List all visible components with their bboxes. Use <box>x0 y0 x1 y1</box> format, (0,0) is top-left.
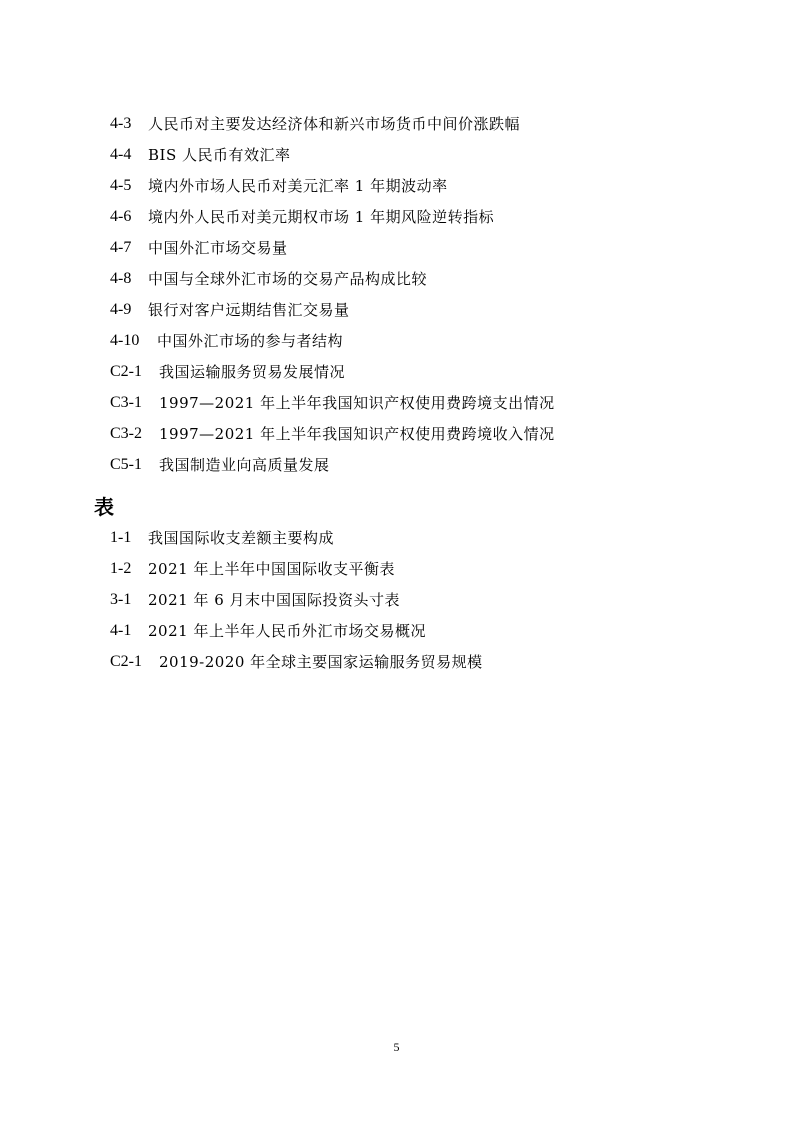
table-title: 2019-2020 年全球主要国家运输服务贸易规模 <box>159 653 483 671</box>
list-item <box>110 452 555 483</box>
page-number: 5 <box>393 1040 400 1054</box>
figure-title: 1997—2021 年上半年我国知识产权使用费跨境支出情况 <box>159 394 555 412</box>
figure-title: 境内外人民币对美元期权市场 1 年期风险逆转指标 <box>148 208 495 226</box>
table-number: C2-1 <box>110 653 142 670</box>
list-item <box>110 587 483 618</box>
figure-title: 中国与全球外汇市场的交易产品构成比较 <box>148 270 428 288</box>
figure-number: 4-10 <box>110 332 140 349</box>
list-item <box>110 173 555 204</box>
table-title: 2021 年上半年人民币外汇市场交易概况 <box>148 622 426 640</box>
figure-number: 4-7 <box>110 239 132 256</box>
table-number: 1-2 <box>110 560 132 577</box>
list-item <box>110 618 483 649</box>
figure-number: 4-5 <box>110 177 132 194</box>
figure-number: C3-2 <box>110 425 142 442</box>
list-item <box>110 556 483 587</box>
table-number: 4-1 <box>110 622 132 639</box>
tables-section-heading: 表 <box>94 495 114 519</box>
list-item <box>110 266 555 297</box>
list-item <box>110 390 555 421</box>
list-item <box>110 204 555 235</box>
list-item <box>110 235 555 266</box>
figure-title: BIS 人民币有效汇率 <box>148 146 291 164</box>
table-number: 1-1 <box>110 529 132 546</box>
figure-number: C2-1 <box>110 363 142 380</box>
figure-number: 4-6 <box>110 208 132 225</box>
figure-title: 银行对客户远期结售汇交易量 <box>148 301 350 319</box>
figure-title: 中国外汇市场交易量 <box>148 239 288 257</box>
table-title: 2021 年 6 月末中国国际投资头寸表 <box>148 591 401 609</box>
list-item <box>110 297 555 328</box>
figure-number: C3-1 <box>110 394 142 411</box>
figure-number: 4-9 <box>110 301 132 318</box>
figure-title: 境内外市场人民币对美元汇率 1 年期波动率 <box>148 177 448 195</box>
table-title: 2021 年上半年中国国际收支平衡表 <box>148 560 395 578</box>
figure-list <box>110 111 555 483</box>
table-list <box>110 525 483 680</box>
list-item <box>110 525 483 556</box>
figure-number: 4-3 <box>110 115 132 132</box>
figure-number: 4-8 <box>110 270 132 287</box>
table-title: 我国国际收支差额主要构成 <box>148 529 335 547</box>
list-item <box>110 142 555 173</box>
list-item <box>110 111 555 142</box>
figure-title: 我国制造业向高质量发展 <box>159 456 330 474</box>
list-item <box>110 649 483 680</box>
table-number: 3-1 <box>110 591 132 608</box>
list-item <box>110 328 555 359</box>
figure-number: 4-4 <box>110 146 132 163</box>
figure-title: 中国外汇市场的参与者结构 <box>157 332 344 350</box>
figure-title: 我国运输服务贸易发展情况 <box>159 363 346 381</box>
figure-title: 人民币对主要发达经济体和新兴市场货币中间价涨跌幅 <box>148 115 521 133</box>
figure-number: C5-1 <box>110 456 142 473</box>
figure-title: 1997—2021 年上半年我国知识产权使用费跨境收入情况 <box>159 425 555 443</box>
list-item <box>110 421 555 452</box>
list-item <box>110 359 555 390</box>
